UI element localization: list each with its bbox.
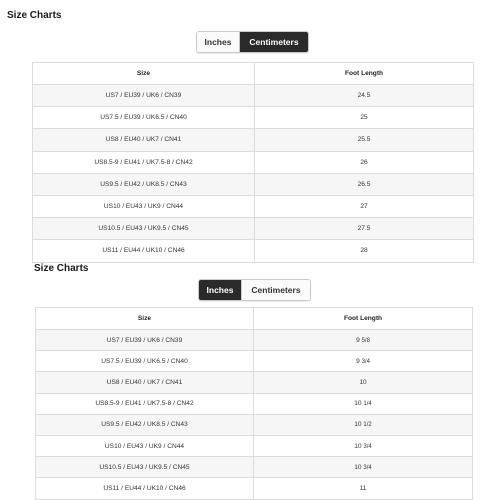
- foot-length-cell: 25: [255, 107, 474, 129]
- inches-button[interactable]: Inches: [199, 280, 241, 300]
- size-cell: US9.5 / EU42 / UK8.5 / CN43: [36, 414, 254, 435]
- size-cell: US11 / EU44 / UK10 / CN46: [36, 478, 254, 499]
- length-whole: 10: [359, 378, 367, 386]
- foot-length-cell: 27: [255, 195, 474, 217]
- foot-length-cell: 24.5: [255, 85, 474, 107]
- inches-button[interactable]: Inches: [197, 32, 239, 52]
- foot-length-cell: [254, 457, 473, 478]
- length-whole: 10: [354, 421, 362, 429]
- table-row: [36, 457, 473, 478]
- length-whole: 9: [356, 357, 360, 365]
- size-cell: US8.5-9 / EU41 / UK7.5-8 / CN42: [33, 151, 255, 173]
- foot-length-cell: [254, 393, 473, 414]
- size-chart-title-cm: Size Charts: [7, 10, 62, 21]
- size-cell: US7 / EU39 / UK6 / CN39: [36, 330, 254, 351]
- length-whole: 9: [356, 336, 360, 344]
- size-cell: US11 / EU44 / UK10 / CN46: [33, 240, 255, 262]
- length-fraction: 3/4: [363, 464, 372, 471]
- size-cell: US8 / EU40 / UK7 / CN41: [36, 372, 254, 393]
- length-fraction: 3/4: [363, 443, 372, 450]
- size-cell: US7 / EU39 / UK6 / CN39: [33, 85, 255, 107]
- table-row: [33, 85, 474, 107]
- length-fraction: 1/2: [363, 422, 372, 429]
- table-row: [36, 435, 473, 456]
- foot-length-cell: 25.5: [255, 129, 474, 151]
- table-row: [33, 129, 474, 151]
- table-row: [33, 218, 474, 240]
- table-row: [36, 372, 473, 393]
- foot-length-cell: 27.5: [255, 218, 474, 240]
- column-header-foot-length: Foot Length: [254, 308, 473, 330]
- size-cell: US10 / EU43 / UK9 / CN44: [33, 195, 255, 217]
- size-cell: US10 / EU43 / UK9 / CN44: [36, 435, 254, 456]
- unit-toggle-cm: [196, 31, 309, 53]
- foot-length-cell: [254, 330, 473, 351]
- foot-length-cell: [254, 414, 473, 435]
- length-fraction: 3/4: [361, 358, 370, 365]
- column-header-size: Size: [36, 308, 254, 330]
- length-whole: 11: [359, 484, 367, 492]
- size-table-inches: [35, 307, 473, 500]
- table-row: [36, 351, 473, 372]
- unit-toggle-inches: [198, 279, 311, 301]
- table-row: [33, 151, 474, 173]
- foot-length-cell: [254, 351, 473, 372]
- table-row: [36, 393, 473, 414]
- foot-length-cell: [254, 372, 473, 393]
- foot-length-cell: [254, 435, 473, 456]
- length-whole: 10: [354, 442, 362, 450]
- table-row: [33, 107, 474, 129]
- foot-length-cell: 26: [255, 151, 474, 173]
- size-cell: US8 / EU40 / UK7 / CN41: [33, 129, 255, 151]
- table-row: [36, 414, 473, 435]
- column-header-size: Size: [33, 63, 255, 85]
- length-fraction: 1/4: [363, 401, 372, 408]
- size-cell: US9.5 / EU42 / UK8.5 / CN43: [33, 173, 255, 195]
- size-cell: US10.5 / EU43 / UK9.5 / CN45: [33, 218, 255, 240]
- length-fraction: 5/8: [361, 337, 370, 344]
- foot-length-cell: 26.5: [255, 173, 474, 195]
- column-header-foot-length: Foot Length: [255, 63, 474, 85]
- length-whole: 10: [354, 463, 362, 471]
- table-row: [36, 330, 473, 351]
- table-row: [36, 478, 473, 499]
- table-row: [33, 240, 474, 262]
- centimeters-button[interactable]: Centimeters: [239, 32, 308, 52]
- size-cell: US7.5 / EU39 / UK6.5 / CN40: [36, 351, 254, 372]
- size-cell: US8.5-9 / EU41 / UK7.5-8 / CN42: [36, 393, 254, 414]
- size-cell: US7.5 / EU39 / UK6.5 / CN40: [33, 107, 255, 129]
- centimeters-button[interactable]: Centimeters: [241, 280, 310, 300]
- foot-length-cell: 28: [255, 240, 474, 262]
- size-cell: US10.5 / EU43 / UK9.5 / CN45: [36, 457, 254, 478]
- table-row: [33, 173, 474, 195]
- size-table-cm: [32, 62, 474, 263]
- foot-length-cell: [254, 478, 473, 499]
- length-whole: 10: [354, 400, 362, 408]
- size-chart-title-inches: Size Charts: [34, 263, 89, 274]
- table-row: [33, 195, 474, 217]
